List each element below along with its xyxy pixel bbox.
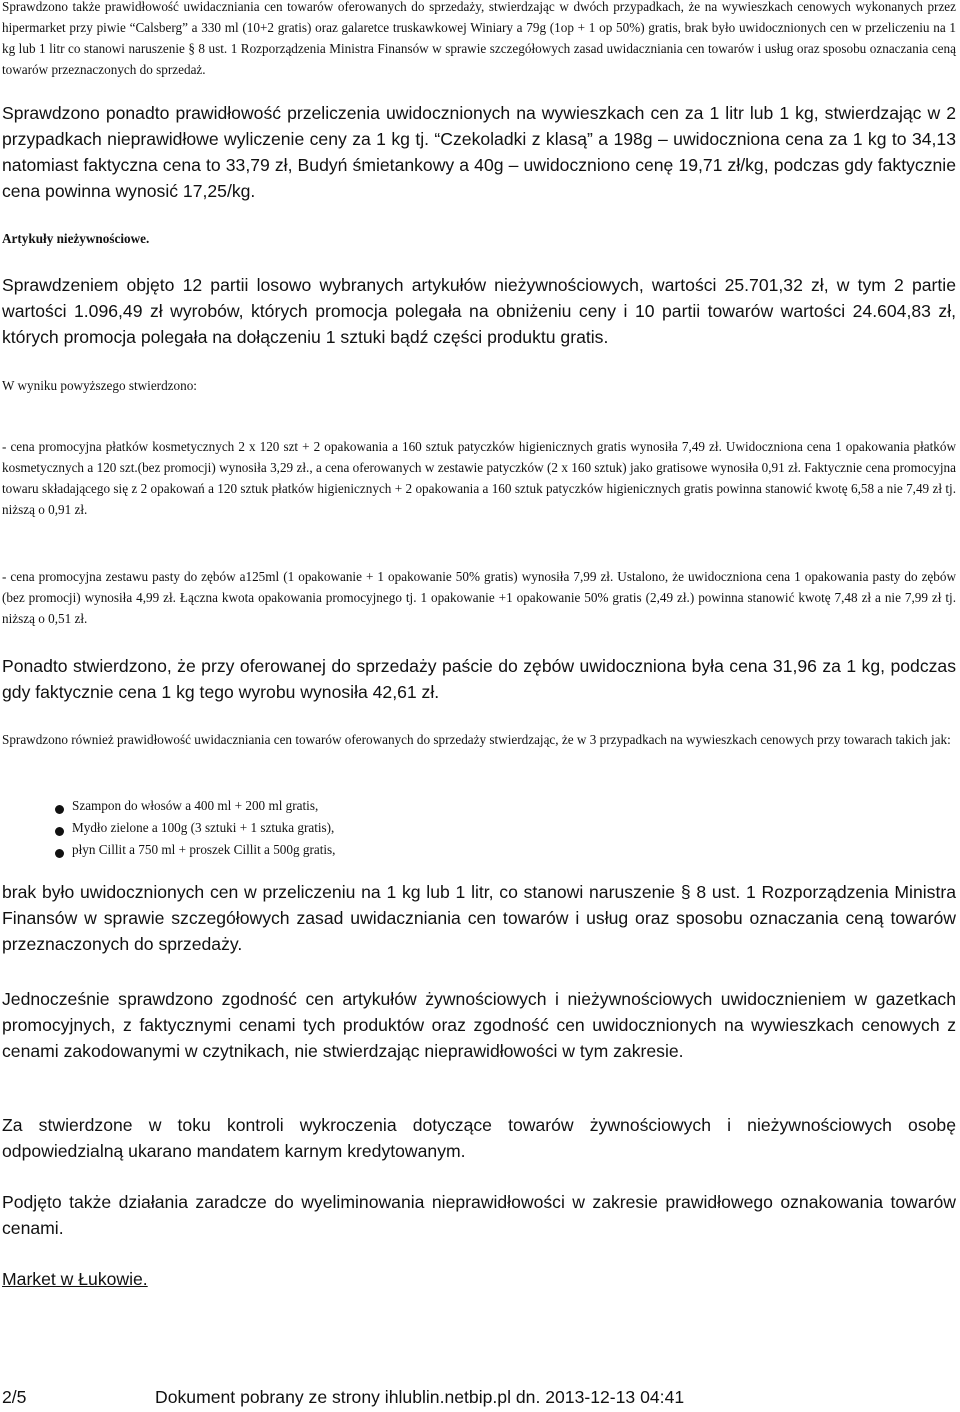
products-list: [55, 795, 335, 861]
paragraph-non-food-sample: Sprawdzeniem objęto 12 partii losowo wybranych artykułów nieżywnościowych, wartości 25.701,32 zł, w tym 2 partie wartości 1.096,49 zł wyrobów, których promocja polegała na obniżeniu ceny i 10 partii towarów wartości 24.604,83 zł, których promocja polegała na dołączeniu 1 sztuki bądź części produktu gratis.: [2, 275, 956, 347]
paragraph-price-calculation-check: Sprawdzono ponadto prawidłowość przeliczenia uwidocznionych na wywieszkach cen za 1 litr lub 1 kg, stwierdzając w 2 przypadkach nieprawidłowe wyliczenie ceny za 1 kg tj. “Czekoladki z klasą” a 198g – uwidoczniona cena za 1 kg to 34,13 natomiast faktyczna cena to 33,79 zł, Budyń śmietankowy a 40g – uwidoczniono cenę 19,71 zł/kg, podczas gdy faktycznie cena powinna wynosić 17,25/kg.: [2, 103, 956, 201]
bullet-icon: [55, 827, 64, 836]
paragraph-finding-cosmetic-pads: - cena promocyjna płatków kosmetycznych 2 x 120 szt + 2 opakowania a 160 sztuk patyczków higienicznych gratis wynosiła 7,49 zł. Uwidoczniona cena 1 opakowania płatków kosmetycznych a 120 szt.(bez promocji) wynosiła 3,29 zł., a cena oferowanych w zestawie patyczków (2 x 160 sztuk) jako gratisowe wynosiła 0,91 zł. Faktycznie cena promocyjna towaru składającego się z 2 opakowań a 120 sztuk płatków higienicznych + 2 opakowania a 160 sztuk patyczków higienicznych gratis powinna stanowić kwotę 6,58 a nie 7,49 zł tj. niższą o 0,91 zł.: [2, 439, 956, 517]
list-item: Szampon do włosów a 400 ml + 200 ml gratis,: [55, 795, 335, 817]
page-footer: [2, 1385, 685, 1409]
paragraph-toothpaste-unit-price: Ponadto stwierdzono, że przy oferowanej do sprzedaży paście do zębów uwidoczniona była cena 31,96 za 1 kg, podczas gdy faktycznie cena 1 kg tego wyrobu wynosiła 42,61 zł.: [2, 656, 956, 702]
paragraph-finding-toothpaste: - cena promocyjna zestawu pasty do zębów a125ml (1 opakowanie + 1 opakowanie 50% gratis) wynosiła 7,99 zł. Ustalono, że uwidoczniona cena 1 opakowania pasty do zębów (bez promocji) wynosiła 4,99 zł. Łączna kwota opakowania promocyjnego tj. 1 opakowanie +1 opakowanie 50% gratis (2,49 zł.) powinna stanowić kwotę 7,48 zł a nie 7,99 zł tj. niższą o 0,51 zł.: [2, 569, 956, 626]
bullet-icon: [55, 849, 64, 858]
footer-source: Dokument pobrany ze strony ihlublin.netbip.pl dn. 2013-12-13 04:41: [155, 1387, 685, 1407]
list-item: Mydło zielone a 100g (3 sztuki + 1 sztuka gratis),: [55, 817, 335, 839]
paragraph-remedial-actions: Podjęto także działania zaradcze do wyeliminowania nieprawidłowości w zakresie prawidłowego oznakowania towarów cenami.: [2, 1192, 956, 1238]
bullet-icon: [55, 805, 64, 814]
paragraph-findings-intro: W wyniku powyższego stwierdzono:: [2, 378, 197, 393]
paragraph-penalty: Za stwierdzone w toku kontroli wykroczenia dotyczące towarów żywnościowych i nieżywnościowych osobę odpowiedzialną ukarano mandatem karnym kredytowanym.: [2, 1115, 956, 1161]
paragraph-price-consistency-check: Jednocześnie sprawdzono zgodność cen artykułów żywnościowych i nieżywnościowych uwidocznieniem w gazetkach promocyjnych, z faktycznymi cenami tych produktów oraz zgodność cen uwidocznionych na wywieszkach cenowych z cenami zakodowanymi w czytnikach, nie stwierdzając nieprawidłowości w tym zakresie.: [2, 989, 956, 1061]
page-number: 2/5: [2, 1387, 27, 1407]
heading-non-food-articles: Artykuły nieżywnościowe.: [2, 231, 150, 246]
list-item: płyn Cillit a 750 ml + proszek Cillit a 500g gratis,: [55, 839, 335, 861]
heading-market-lukow: Market w Łukowie.: [2, 1269, 148, 1289]
paragraph-missing-unit-prices-intro: Sprawdzono również prawidłowość uwidaczniania cen towarów oferowanych do sprzedaży stwierdzając, że w 3 przypadkach na wywieszkach cenowych przy towarach takich jak:: [2, 732, 951, 747]
paragraph-price-display-check: Sprawdzono także prawidłowość uwidaczniania cen towarów oferowanych do sprzedaży, stwierdzając w dwóch przypadkach, że na wywieszkach cenowych wykonanych przez hipermarket przy piwie “Calsberg” a 330 ml (10+2 gratis) oraz galaretce truskawkowej Winiary a 79g (1op + 1 op 50%) gratis, brak było uwidocznionych cen w przeliczeniu na 1 kg lub 1 litr co stanowi naruszenie § 8 ust. 1 Rozporządzenia Ministra Finansów w sprawie szczegółowych zasad uwidaczniania cen towarów i usług oraz sposobu oznaczania ceną towarów przeznaczonych do sprzedaż.: [2, 0, 956, 77]
paragraph-missing-unit-prices-violation: brak było uwidocznionych cen w przeliczeniu na 1 kg lub 1 litr, co stanowi naruszenie § 8 ust. 1 Rozporządzenia Ministra Finansów w sprawie szczegółowych zasad uwidaczniania cen towarów i usług oraz sposobu oznaczania ceną towarów przeznaczonych do sprzedaży.: [2, 882, 956, 954]
